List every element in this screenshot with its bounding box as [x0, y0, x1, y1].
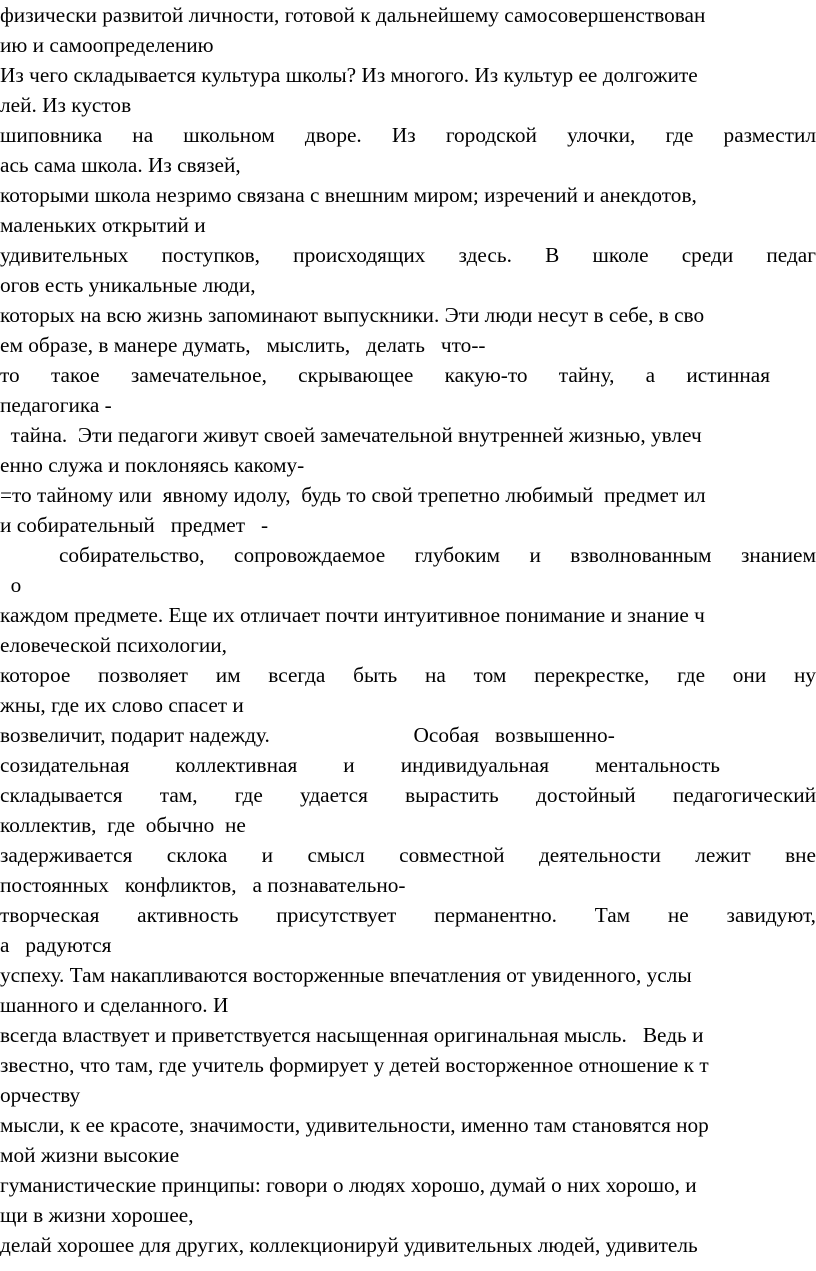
text-line: складывается там, где удается вырастить достойный педагогический — [0, 783, 816, 807]
text-line: ем образе, в манере думать, мыслить, делать что-- — [0, 333, 486, 357]
text-line: каждом предмете. Еще их отличает почти интуитивное понимание и знание ч — [0, 603, 705, 627]
text-line: физически развитой личности, готовой к дальнейшему самосовершенствован — [0, 3, 706, 27]
text-line: делай хорошее для других, коллекционируй удивительных людей, удивитель — [0, 1233, 698, 1257]
text-line: удивительных поступков, происходящих здесь. В школе среди педаг — [0, 243, 816, 267]
text-line: гуманистические принципы: говори о людях хорошо, думай о них хорошо, и — [0, 1173, 697, 1197]
text-line: шиповника на школьном дворе. Из городской улочки, где разместил — [0, 123, 816, 147]
text-line: орчеству — [0, 1083, 81, 1107]
text-line: задерживается склока и смысл совместной деятельности лежит вне — [0, 843, 816, 867]
text-line: мой жизни высокие — [0, 1143, 180, 1167]
text-line: а радуются — [0, 933, 112, 957]
text-line: звестно, что там, где учитель формирует у детей восторженное отношение к т — [0, 1053, 709, 1077]
text-line: тайна. Эти педагоги живут своей замечательной внутренней жизнью, увлеч — [0, 423, 702, 447]
text-line: которыми школа незримо связана с внешним миром; изречений и анекдотов, — [0, 183, 697, 207]
text-line: Из чего складывается культура школы? Из многого. Из культур ее долгожите — [0, 63, 698, 87]
text-line: лей. Из кустов — [0, 93, 132, 117]
text-line: которое позволяет им всегда быть на том перекрестке, где они ну — [0, 663, 816, 687]
text-line: успеху. Там накапливаются восторженные впечатления от увиденного, услы — [0, 963, 692, 987]
text-line: собирательство, сопровождаемое глубоким и взволнованным знанием — [0, 543, 816, 567]
text-line: то такое замечательное, скрывающее какую-то тайну, а истинная — [0, 363, 770, 387]
text-line: маленьких открытий и — [0, 213, 206, 237]
text-line: всегда властвует и приветствуется насыщенная оригинальная мысль. Ведь и — [0, 1023, 704, 1047]
text-line: ась сама школа. Из связей, — [0, 153, 241, 177]
text-line: педагогика - — [0, 393, 112, 417]
text-line: еловеческой психологии, — [0, 633, 227, 657]
text-line: мысли, к ее красоте, значимости, удивительности, именно там становятся нор — [0, 1113, 709, 1137]
text-line: =то тайному или явному идолу, будь то свой трепетно любимый предмет ил — [0, 483, 706, 507]
text-line: которых на всю жизнь запоминают выпускники. Эти люди несут в себе, в сво — [0, 303, 705, 327]
text-line: возвеличит, подарит надежду. Особая возвышенно- — [0, 723, 615, 747]
text-line: постоянных конфликтов, а познавательно- — [0, 873, 406, 897]
text-line: созидательная коллективная и индивидуальная ментальность — [0, 753, 720, 777]
text-line: и собирательный предмет - — [0, 513, 269, 537]
text-line: о — [0, 573, 22, 597]
text-line: шанного и сделанного. И — [0, 993, 229, 1017]
text-line: щи в жизни хорошее, — [0, 1203, 194, 1227]
text-line: ию и самоопределению — [0, 33, 214, 57]
text-line: енно служа и поклоняясь какому- — [0, 453, 305, 477]
text-line: жны, где их слово спасет и — [0, 693, 244, 717]
text-line: огов есть уникальные люди, — [0, 273, 256, 297]
text-line: коллектив, где обычно не — [0, 813, 246, 837]
text-line: творческая активность присутствует перманентно. Там не завидуют, — [0, 903, 816, 927]
